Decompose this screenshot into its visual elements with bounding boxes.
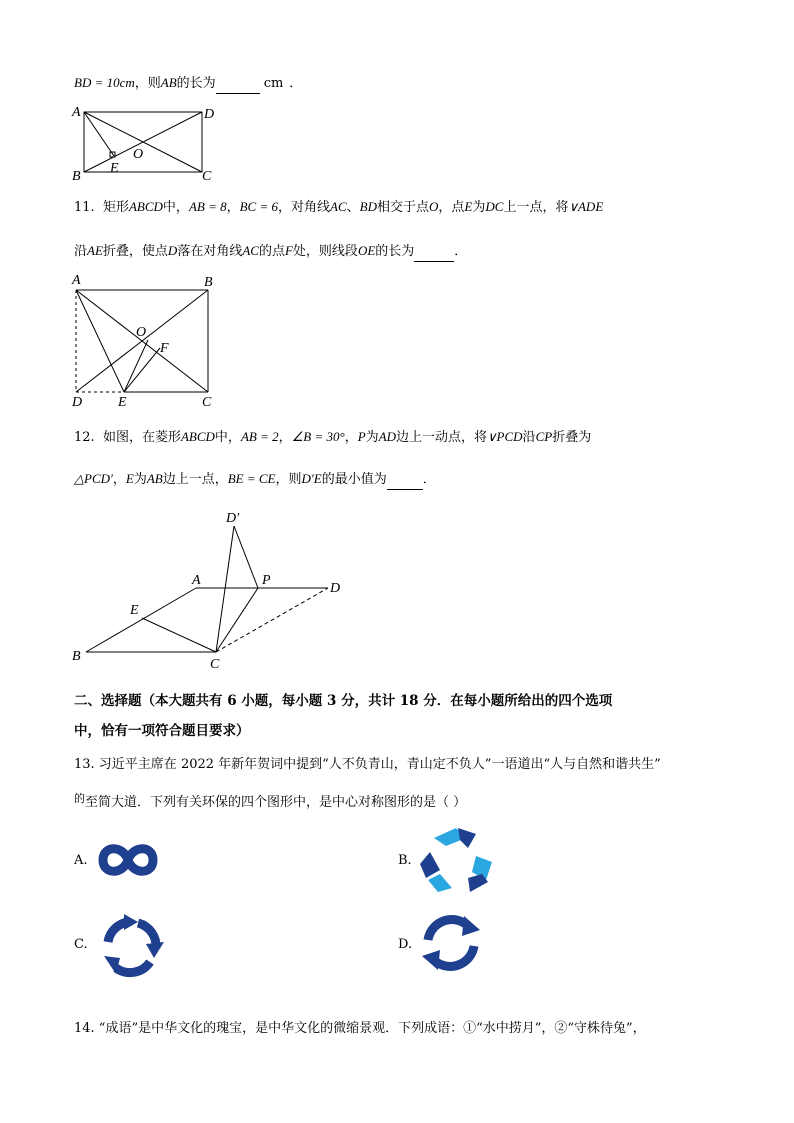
q12-text: 的最小值为	[321, 472, 387, 487]
option-d-refresh-arrows-icon[interactable]	[416, 910, 486, 976]
q12-text: 边上一点，	[162, 472, 228, 487]
q12-math: AB = 2	[240, 429, 279, 444]
q11-text: 相交于点	[377, 200, 430, 215]
q12-text: ，	[278, 430, 292, 445]
label-O: O	[136, 325, 147, 340]
q11-math: ABCD	[128, 199, 163, 214]
q13-text: 至简大道．下列有关环保的四个图形中，是中心对称图形的是（ ）	[85, 795, 467, 810]
label-F: F	[160, 341, 169, 356]
label-A: A	[192, 573, 201, 588]
q12-math: AB	[146, 471, 163, 486]
q12-math: CP	[535, 429, 553, 444]
q12-math: ∨PCD	[487, 429, 523, 444]
q10-ab: AB	[160, 75, 177, 90]
label-D: D	[204, 107, 215, 122]
label-B: B	[72, 169, 81, 184]
q12-line1	[74, 428, 591, 447]
q11-math: F	[284, 243, 293, 258]
q11-math: ∨ADE	[568, 199, 604, 214]
label-C: C	[210, 657, 220, 672]
q11-line2	[74, 242, 467, 262]
q13-line2	[74, 790, 466, 812]
option-a-infinity-icon[interactable]	[93, 839, 163, 881]
q11-text: 折叠，使点	[102, 244, 168, 259]
option-d-label: D.	[398, 937, 413, 952]
label-E: E	[130, 603, 139, 618]
label-O: O	[133, 147, 144, 162]
q11-text: 矩形	[102, 200, 129, 215]
option-b-label: B.	[398, 853, 412, 868]
q12-text: 边上一动点，将	[396, 430, 488, 445]
q12-math: D′E	[301, 471, 322, 486]
label-A: A	[72, 105, 81, 120]
q12-text: 如图，在菱形	[102, 430, 181, 445]
q11-math: BC = 6	[239, 199, 278, 214]
q10-text2: 的长为	[176, 76, 216, 91]
q10-period: ．	[289, 76, 303, 91]
option-a-label: A.	[74, 853, 88, 868]
q12-text: ，	[112, 472, 126, 487]
label-E: E	[118, 395, 127, 410]
q11-line1	[74, 198, 603, 217]
q13-text: 的	[74, 792, 85, 805]
label-D-prime: D′	[226, 511, 240, 526]
q12-text: 为	[365, 430, 379, 445]
q10-tail-line	[74, 74, 302, 94]
q12-text: ．	[422, 472, 436, 487]
q11-math: AE	[87, 243, 103, 258]
label-D: D	[330, 581, 341, 596]
q11-text: 上一点，将	[503, 200, 569, 215]
q12-math: △PCD′	[74, 471, 113, 486]
q10-unit: cm	[263, 76, 284, 91]
answer-blank	[216, 75, 260, 94]
option-b-recycle-icon[interactable]	[416, 826, 496, 896]
option-c-label: C.	[74, 937, 88, 952]
q11-text: 落在对角线	[177, 244, 243, 259]
q11-math: BD	[359, 199, 377, 214]
q12-math: ABCD	[180, 429, 215, 444]
section2-heading-line2: 中，恰有一项符合题目要求）	[74, 723, 250, 739]
q10-text: ，则	[134, 76, 161, 91]
q12-line2	[74, 470, 436, 490]
q11-text: 的点	[258, 244, 285, 259]
q11-text: 、	[346, 200, 360, 215]
q12-number: 12.	[74, 430, 95, 445]
label-C: C	[202, 169, 212, 184]
label-C: C	[202, 395, 212, 410]
q11-math: OE	[357, 243, 376, 258]
q10-figure	[70, 100, 220, 184]
answer-blank	[414, 243, 454, 262]
q12-text: ，则	[275, 472, 302, 487]
label-D: D	[72, 395, 83, 410]
q12-math: AD	[378, 429, 397, 444]
q11-text: 为	[472, 200, 486, 215]
q12-math: P	[357, 429, 366, 444]
q12-math: BE = CE	[227, 471, 276, 486]
q12-figure	[68, 500, 368, 670]
q12-text: 沿	[522, 430, 536, 445]
q11-math: O	[429, 199, 439, 214]
q12-text: 中，	[214, 430, 241, 445]
q11-text: ，对角线	[278, 200, 331, 215]
label-B: B	[72, 649, 81, 664]
q11-math: AB = 8	[188, 199, 227, 214]
q11-text: ，	[226, 200, 240, 215]
q11-text: ．	[454, 244, 468, 259]
q14-line1: 14. “成语”是中华文化的瑰宝，是中华文化的微缩景观．下列成语：①“水中捞月”，②“守株待兔”，	[74, 1021, 646, 1036]
option-c-circular-arrows-icon[interactable]	[94, 912, 168, 980]
q11-math: E	[464, 199, 473, 214]
label-A: A	[72, 273, 81, 288]
q12-text: 为	[133, 472, 147, 487]
q11-math: AC	[242, 243, 259, 258]
q11-math: D	[167, 243, 178, 258]
q11-text: 中，	[162, 200, 189, 215]
q11-text: 沿	[74, 244, 88, 259]
q11-math: AC	[330, 199, 347, 214]
q12-math: ∠B = 30°	[291, 429, 345, 444]
q11-text: 的长为	[375, 244, 415, 259]
q12-math: E	[125, 471, 134, 486]
q12-text: ，	[344, 430, 358, 445]
q10-bd-expression: BD = 10cm	[74, 75, 135, 90]
label-B: B	[204, 275, 213, 290]
section2-heading-line1: 二、选择题（本大题共有 6 小题，每小题 3 分，共计 18 分．在每小题所给出的四个选项	[74, 693, 613, 709]
q11-number: 11.	[74, 200, 95, 215]
q11-text: 处，则线段	[292, 244, 358, 259]
q11-math: DC	[485, 199, 504, 214]
q11-text: ，点	[438, 200, 465, 215]
q12-text: 折叠为	[552, 430, 592, 445]
q13-line1: 13. 习近平主席在 2022 年新年贺词中提到“人不负青山，青山定不负人”一语道出“人与自然和谐共生”	[74, 757, 661, 772]
label-P: P	[262, 573, 271, 588]
q11-figure	[68, 268, 228, 408]
answer-blank	[387, 471, 423, 490]
label-E: E	[110, 161, 119, 176]
